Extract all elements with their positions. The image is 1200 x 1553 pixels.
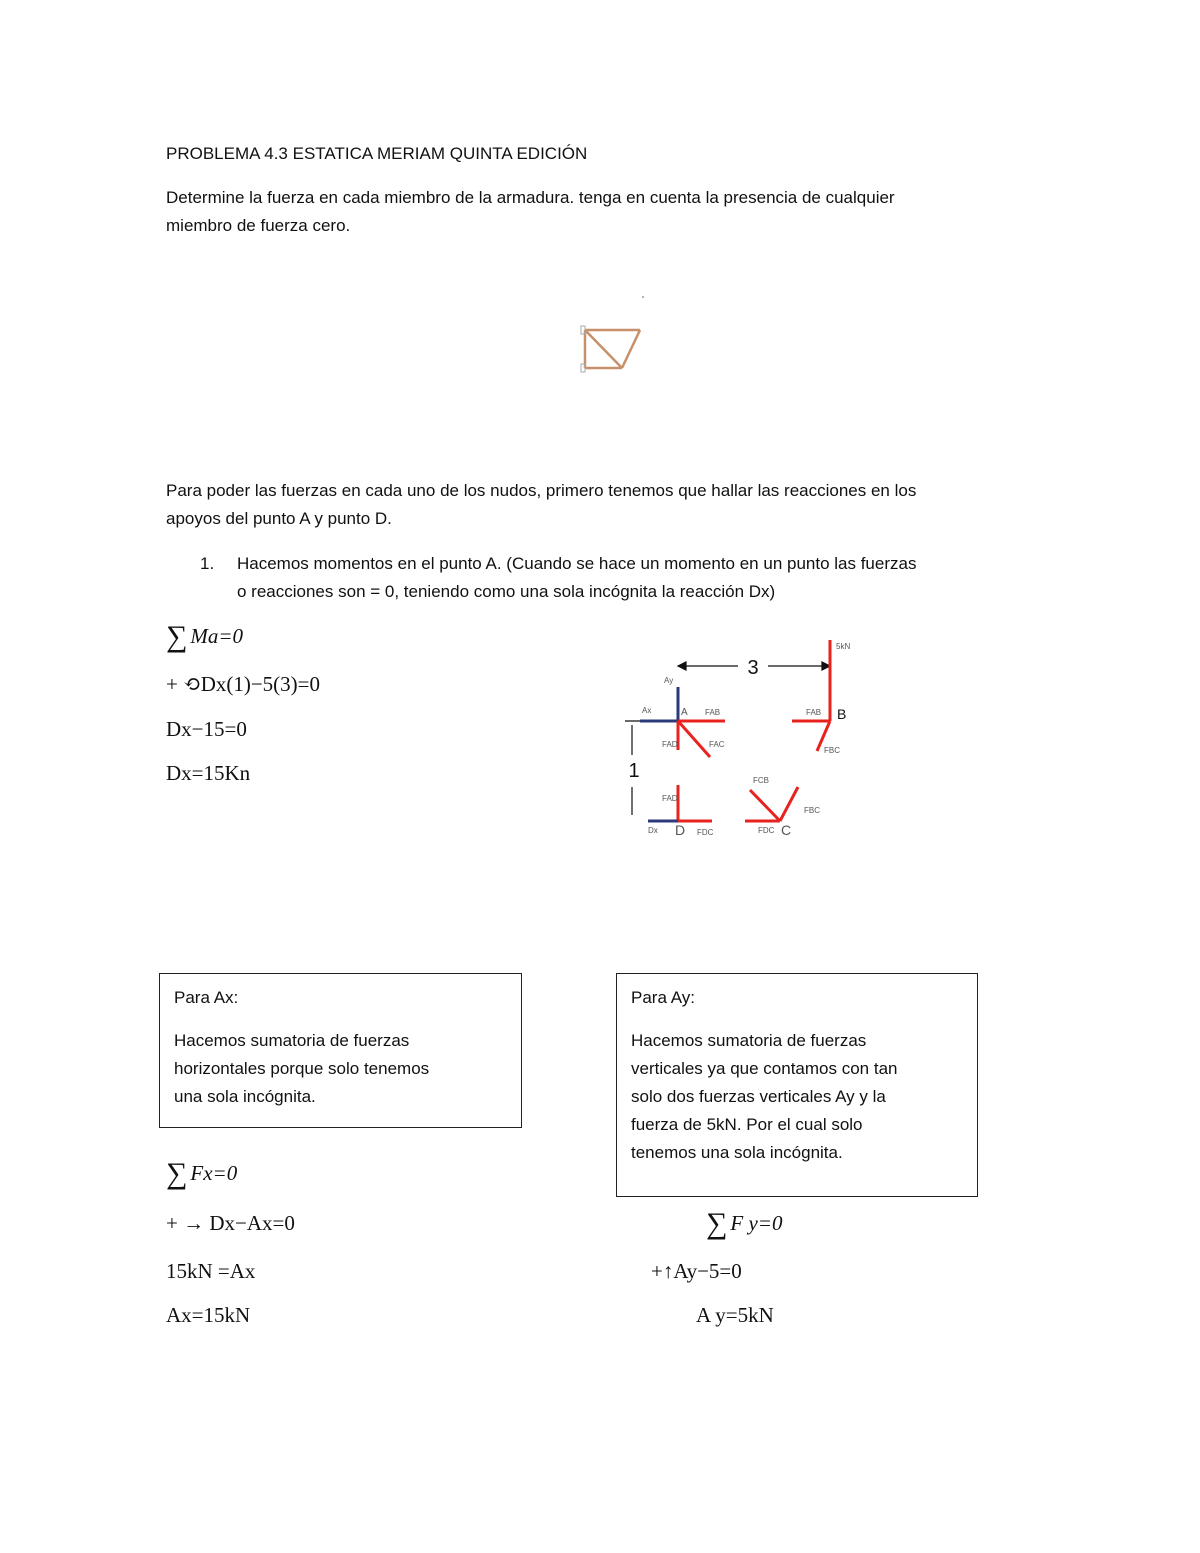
equation-text: Ma=0 bbox=[190, 624, 244, 648]
equation-fx-2: + → Dx−Ax=0 bbox=[166, 1211, 295, 1235]
intro-line-2: miembro de fuerza cero. bbox=[166, 216, 351, 235]
intro-paragraph bbox=[166, 184, 895, 240]
dimension-horizontal-label: 3 bbox=[747, 657, 759, 679]
list-number: 1. bbox=[200, 554, 215, 573]
equation-fy-2: +↑Ay−5=0 bbox=[651, 1259, 742, 1283]
label-f-bc: FBC bbox=[824, 746, 840, 755]
box-ay-line-5: tenemos una sola incógnita. bbox=[631, 1143, 843, 1162]
label-f-da: FAD bbox=[662, 794, 678, 803]
box-ax-line-3: una sola incógnita. bbox=[174, 1087, 316, 1106]
label-dx: Dx bbox=[648, 826, 658, 835]
f-cb-arrow bbox=[780, 787, 798, 821]
free-body-diagram bbox=[620, 635, 860, 845]
equation-text: Fx=0 bbox=[190, 1161, 238, 1185]
label-point-b: B bbox=[837, 706, 847, 722]
load-mark-icon bbox=[642, 296, 644, 298]
equation-fx-4: Ax=15kN bbox=[166, 1303, 251, 1327]
f-ca-arrow bbox=[750, 790, 780, 821]
box-ay-line-1: Hacemos sumatoria de fuerzas bbox=[631, 1031, 867, 1050]
equation-fx-3: 15kN =Ax bbox=[166, 1259, 256, 1283]
label-point-d: D bbox=[675, 822, 686, 838]
equation-moment-3: Dx−15=0 bbox=[166, 717, 247, 741]
step-line-2: o reacciones son = 0, teniendo como una sola incógnita la reacción Dx) bbox=[237, 582, 776, 601]
page-title: PROBLEMA 4.3 ESTATICA MERIAM QUINTA EDICIÓN bbox=[166, 144, 588, 163]
label-ax: Ax bbox=[642, 706, 652, 715]
label-f-dc: FDC bbox=[697, 828, 714, 837]
explanation-box-ax bbox=[159, 973, 522, 1128]
reactions-line-2: apoyos del punto A y punto D. bbox=[166, 509, 392, 528]
truss-member-bc bbox=[622, 330, 640, 368]
sigma-icon: ∑ bbox=[706, 1207, 728, 1240]
sigma-icon: ∑ bbox=[166, 1157, 188, 1190]
label-point-a: A bbox=[681, 707, 688, 718]
box-ay-line-2: verticales ya que contamos con tan bbox=[631, 1059, 898, 1078]
intro-line-1: Determine la fuerza en cada miembro de la armadura. tenga en cuenta la presencia de cualquier bbox=[166, 188, 895, 207]
dimension-vertical-label: 1 bbox=[628, 760, 640, 782]
label-point-c: C bbox=[781, 822, 792, 838]
label-f-ba: FAB bbox=[806, 708, 822, 717]
label-f-cd: FDC bbox=[758, 826, 775, 835]
truss-member-ac bbox=[585, 330, 622, 368]
truss-figure bbox=[570, 285, 660, 380]
step-line-1: Hacemos momentos en el punto A. (Cuando se hace un momento en un punto las fuerzas bbox=[237, 554, 917, 573]
equation-fy-sum bbox=[706, 1207, 782, 1241]
box-ax-title: Para Ax: bbox=[174, 988, 239, 1007]
box-ay-title: Para Ay: bbox=[631, 988, 695, 1007]
sigma-icon: ∑ bbox=[166, 620, 188, 653]
label-f-ca: FCB bbox=[753, 776, 769, 785]
explanation-box-ay bbox=[616, 973, 978, 1197]
box-ax-line-2: horizontales porque solo tenemos bbox=[174, 1059, 430, 1078]
box-ay-line-3: solo dos fuerzas verticales Ay y la bbox=[631, 1087, 886, 1106]
label-f-ab: FAB bbox=[705, 708, 721, 717]
arrow-left-icon bbox=[678, 662, 686, 670]
equation-moment-sum bbox=[166, 620, 243, 654]
label-f-cb: FBC bbox=[804, 806, 820, 815]
label-f-ac: FAC bbox=[709, 740, 725, 749]
reactions-line-1: Para poder las fuerzas en cada uno de los nudos, primero tenemos que hallar las reacciones en los bbox=[166, 481, 917, 500]
equation-fy-3: A y=5kN bbox=[696, 1303, 774, 1327]
f-ac-arrow bbox=[678, 721, 710, 757]
equation-moment-2: + ⟲Dx(1)−5(3)=0 bbox=[166, 672, 321, 696]
label-ay: Ay bbox=[664, 676, 674, 685]
reactions-paragraph bbox=[166, 477, 916, 533]
label-load: 5kN bbox=[836, 642, 851, 651]
box-ay-line-4: fuerza de 5kN. Por el cual solo bbox=[631, 1115, 863, 1134]
equation-text: F y=0 bbox=[730, 1211, 783, 1235]
box-ax-line-1: Hacemos sumatoria de fuerzas bbox=[174, 1031, 410, 1050]
equation-moment-4: Dx=15Kn bbox=[166, 761, 251, 785]
label-f-ad: FAD bbox=[662, 740, 678, 749]
equation-fx-sum bbox=[166, 1157, 237, 1191]
